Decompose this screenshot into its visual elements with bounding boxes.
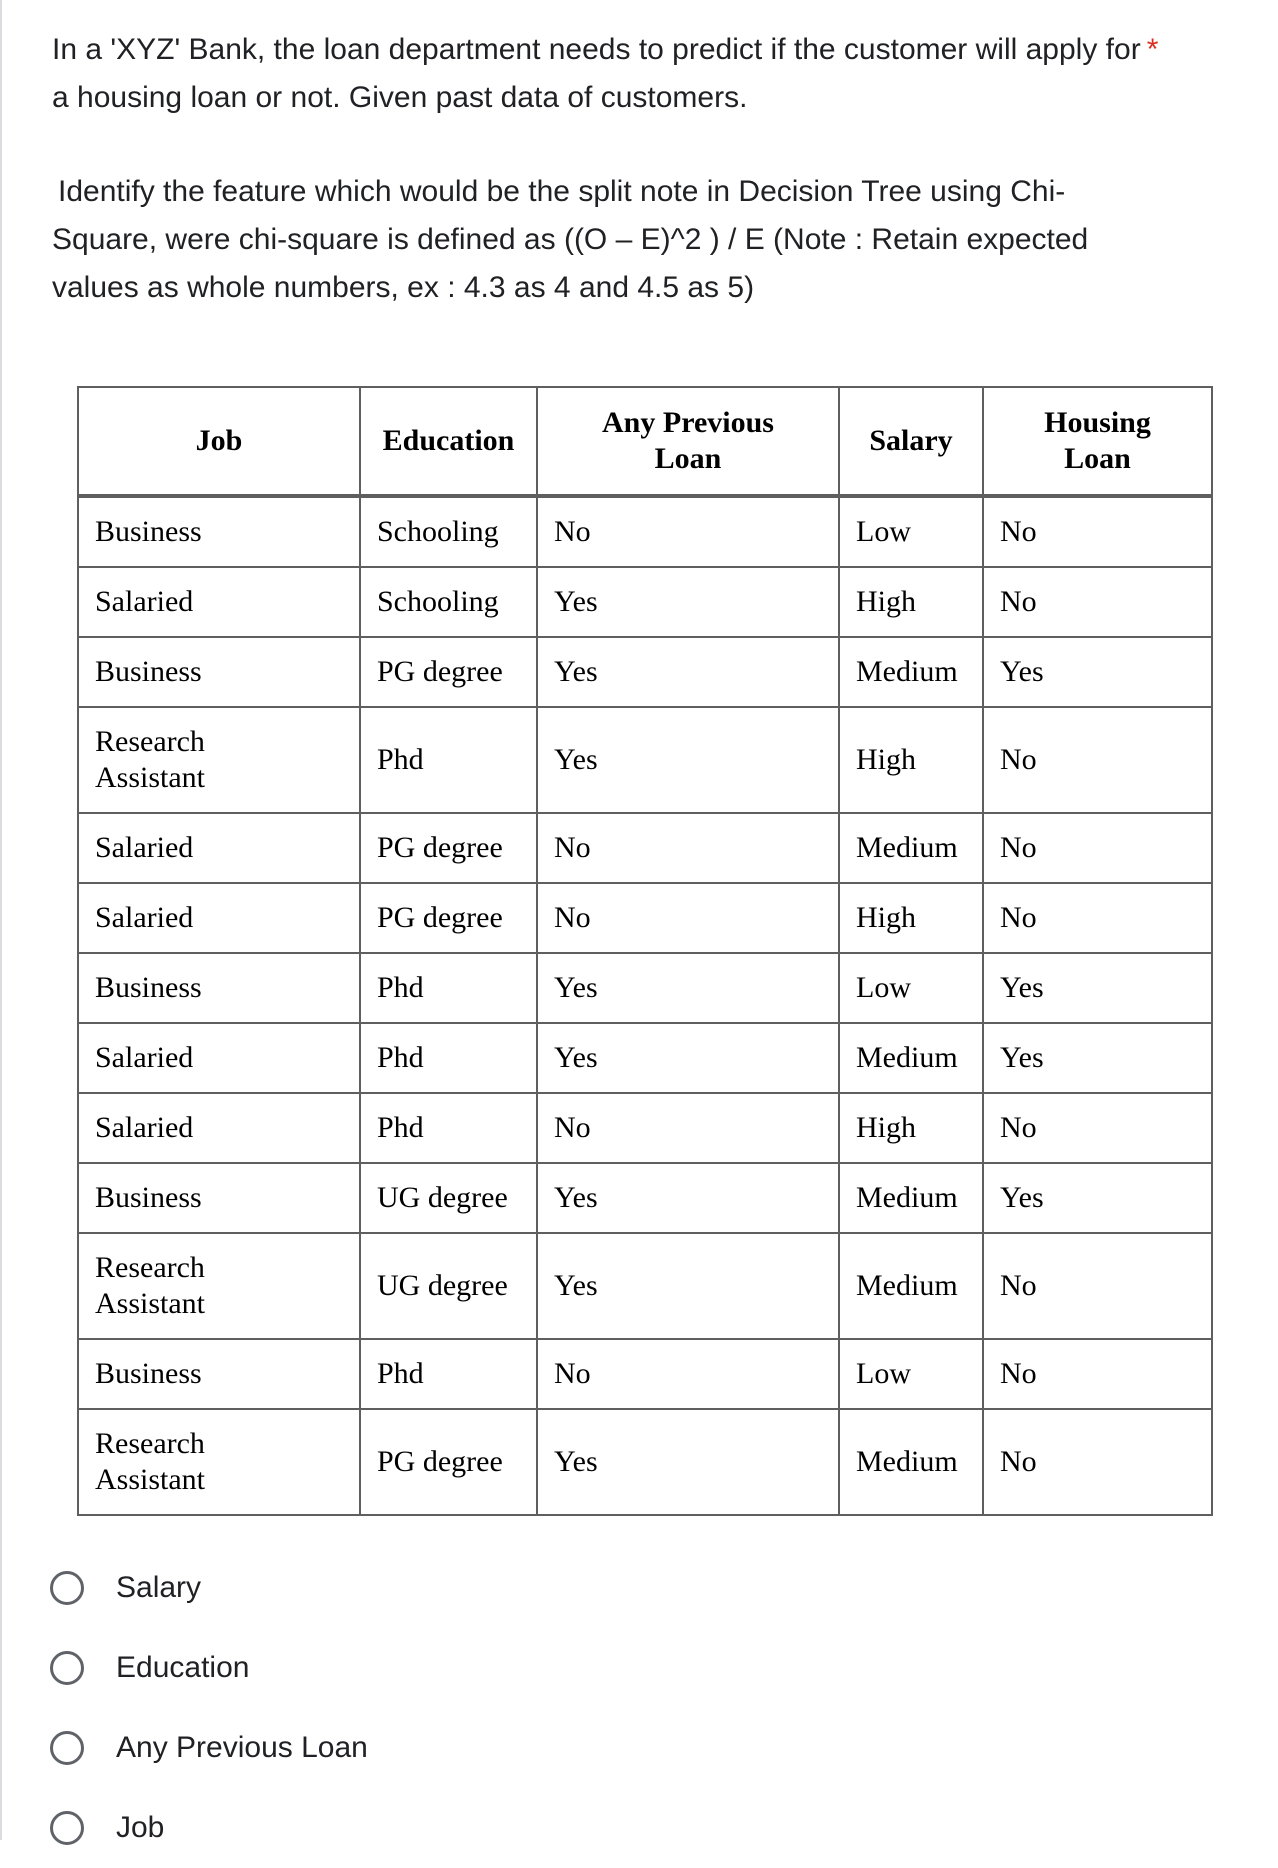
cell-salary: High (839, 883, 983, 953)
answer-options (50, 1548, 368, 1868)
cell-previous-loan: No (537, 813, 839, 883)
cell-previous-loan: Yes (537, 1163, 839, 1233)
cell-job: Salaried (78, 813, 360, 883)
radio-button[interactable] (50, 1571, 84, 1605)
header-previous-loan: Any Previous Loan (537, 387, 839, 496)
cell-previous-loan: No (537, 883, 839, 953)
cell-housing-loan: Yes (983, 637, 1212, 707)
cell-previous-loan: Yes (537, 953, 839, 1023)
cell-job: Salaried (78, 1023, 360, 1093)
option-label: Any Previous Loan (116, 1731, 368, 1764)
option-label: Job (116, 1811, 165, 1844)
cell-education: Phd (360, 953, 537, 1023)
cell-previous-loan: Yes (537, 707, 839, 813)
table-row (78, 567, 1212, 637)
table-header-row (78, 387, 1212, 496)
cell-salary: Medium (839, 1023, 983, 1093)
table-row (78, 1409, 1212, 1515)
cell-education: Phd (360, 1339, 537, 1409)
instructions-line-2: Square, were chi-square is defined as ((O – E)^2 ) / E (Note : Retain expected (52, 223, 1089, 256)
cell-previous-loan: No (537, 1339, 839, 1409)
option-label: Education (116, 1651, 250, 1684)
table-row (78, 1339, 1212, 1409)
cell-salary: Medium (839, 1163, 983, 1233)
table-row (78, 1023, 1212, 1093)
radio-button[interactable] (50, 1651, 84, 1685)
cell-salary: High (839, 567, 983, 637)
cell-salary: Low (839, 496, 983, 567)
cell-education: PG degree (360, 813, 537, 883)
cell-job: Research Assistant (78, 1409, 360, 1515)
header-job: Job (78, 387, 360, 496)
cell-housing-loan: No (983, 883, 1212, 953)
radio-button[interactable] (50, 1731, 84, 1765)
cell-housing-loan: No (983, 813, 1212, 883)
header-salary: Salary (839, 387, 983, 496)
cell-education: Phd (360, 1023, 537, 1093)
cell-previous-loan: Yes (537, 567, 839, 637)
cell-housing-loan: No (983, 1093, 1212, 1163)
cell-job: Salaried (78, 1093, 360, 1163)
table-row (78, 883, 1212, 953)
question-instructions (52, 168, 1172, 312)
cell-job: Salaried (78, 883, 360, 953)
cell-education: PG degree (360, 637, 537, 707)
cell-education: Schooling (360, 496, 537, 567)
instructions-line-1: Identify the feature which would be the split note in Decision Tree using Chi- (58, 175, 1066, 208)
cell-housing-loan: No (983, 1233, 1212, 1339)
cell-housing-loan: No (983, 567, 1212, 637)
cell-education: UG degree (360, 1163, 537, 1233)
cell-housing-loan: Yes (983, 1023, 1212, 1093)
card-left-border (0, 0, 2, 1840)
cell-education: Phd (360, 1093, 537, 1163)
table-row (78, 496, 1212, 567)
cell-salary: Medium (839, 1233, 983, 1339)
cell-previous-loan: Yes (537, 1023, 839, 1093)
option-label: Salary (116, 1571, 202, 1604)
cell-education: UG degree (360, 1233, 537, 1339)
instructions-line-3: values as whole numbers, ex : 4.3 as 4 and 4.5 as 5) (52, 271, 755, 304)
cell-job: Research Assistant (78, 707, 360, 813)
cell-job: Salaried (78, 567, 360, 637)
question-line-2: a housing loan or not. Given past data of customers. (52, 81, 748, 114)
cell-education: Schooling (360, 567, 537, 637)
cell-housing-loan: Yes (983, 1163, 1212, 1233)
table-row (78, 1163, 1212, 1233)
option-job[interactable] (50, 1788, 368, 1868)
cell-salary: High (839, 1093, 983, 1163)
header-housing-loan: Housing Loan (983, 387, 1212, 496)
cell-education: Phd (360, 707, 537, 813)
option-salary[interactable] (50, 1548, 368, 1628)
cell-previous-loan: Yes (537, 1409, 839, 1515)
required-asterisk: * (1146, 33, 1159, 66)
cell-housing-loan: No (983, 1339, 1212, 1409)
cell-job: Business (78, 953, 360, 1023)
cell-job: Research Assistant (78, 1233, 360, 1339)
cell-housing-loan: No (983, 707, 1212, 813)
table-row (78, 637, 1212, 707)
table-row (78, 707, 1212, 813)
cell-education: PG degree (360, 1409, 537, 1515)
cell-job: Business (78, 496, 360, 567)
cell-salary: Medium (839, 1409, 983, 1515)
question-line-1: In a 'XYZ' Bank, the loan department needs to predict if the customer will apply for (52, 33, 1141, 66)
cell-job: Business (78, 1163, 360, 1233)
cell-previous-loan: No (537, 1093, 839, 1163)
cell-housing-loan: Yes (983, 953, 1212, 1023)
cell-job: Business (78, 1339, 360, 1409)
option-any-previous-loan[interactable] (50, 1708, 368, 1788)
cell-previous-loan: No (537, 496, 839, 567)
table-row (78, 813, 1212, 883)
table-row (78, 1093, 1212, 1163)
table-row (78, 1233, 1212, 1339)
cell-previous-loan: Yes (537, 637, 839, 707)
cell-salary: Low (839, 1339, 983, 1409)
cell-salary: Medium (839, 637, 983, 707)
cell-education: PG degree (360, 883, 537, 953)
question-title (52, 26, 1212, 122)
header-education: Education (360, 387, 537, 496)
table-row (78, 953, 1212, 1023)
cell-salary: Low (839, 953, 983, 1023)
cell-previous-loan: Yes (537, 1233, 839, 1339)
option-education[interactable] (50, 1628, 368, 1708)
cell-job: Business (78, 637, 360, 707)
cell-housing-loan: No (983, 496, 1212, 567)
customer-data-table (77, 386, 1213, 1516)
cell-housing-loan: No (983, 1409, 1212, 1515)
cell-salary: Medium (839, 813, 983, 883)
cell-salary: High (839, 707, 983, 813)
